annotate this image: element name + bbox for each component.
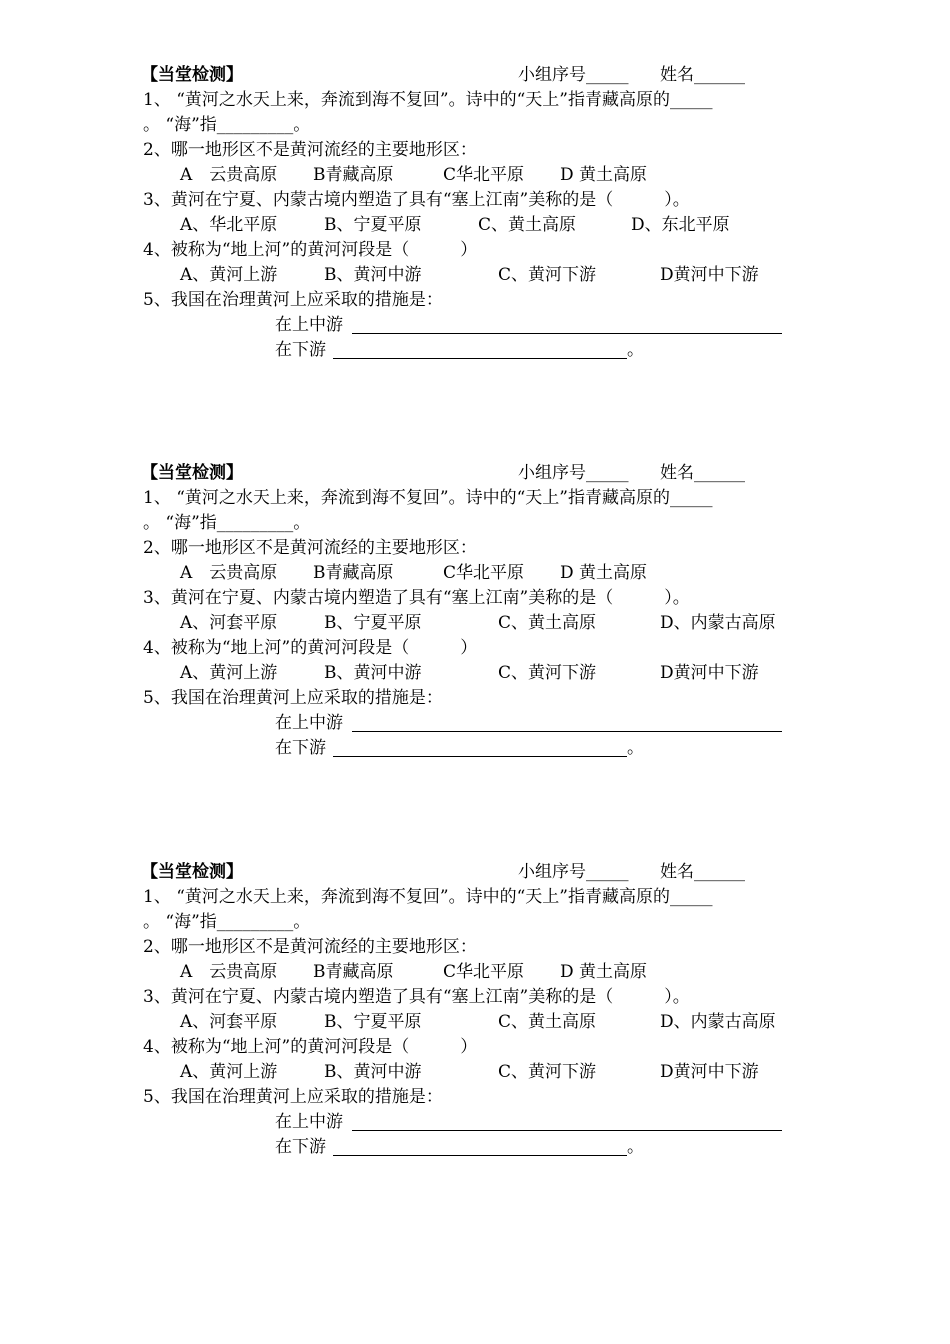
question-5: 5、我国在治理黄河上应采取的措施是：: [143, 1087, 443, 1107]
question-5: 5、我国在治理黄河上应采取的措施是：: [143, 688, 443, 708]
question-4: 4、被称为“地上河”的黄河河段是（ ）: [143, 1037, 478, 1057]
question-4-option-c: C、黄河下游: [498, 265, 597, 285]
question-4-option-b: B、黄河中游: [324, 265, 422, 285]
question-3-option-c: C、黄土高原: [478, 215, 577, 235]
question-3-option-d: D、内蒙古高原: [660, 1012, 776, 1032]
question-3-option-a: A、河套平原: [180, 613, 278, 633]
quiz-title: 【当堂检测】: [141, 463, 243, 483]
question-5-lower-label: 在下游: [275, 1137, 326, 1157]
name-field[interactable]: 姓名______: [660, 463, 745, 483]
question-3: 3、黄河在宁夏、内蒙古境内塑造了具有“塞上江南”美称的是（ ）。: [143, 588, 690, 608]
question-3-option-d: D、内蒙古高原: [660, 613, 776, 633]
question-2-option-c: C华北平原: [443, 962, 525, 982]
group-number-field[interactable]: 小组序号_____: [518, 463, 629, 483]
question-3-option-b: B、宁夏平原: [324, 613, 422, 633]
question-2-option-d: D 黄土高原: [560, 962, 648, 982]
question-2-option-a: A 云贵高原: [180, 962, 278, 982]
question-4-option-d: D黄河中下游: [660, 265, 759, 285]
question-4-option-c: C、黄河下游: [498, 1062, 597, 1082]
quiz-block-2: [0, 458, 950, 758]
question-3-option-c: C、黄土高原: [498, 1012, 597, 1032]
question-3: 3、黄河在宁夏、内蒙古境内塑造了具有“塞上江南”美称的是（ ）。: [143, 987, 690, 1007]
question-5-end-mark: 。: [627, 1137, 644, 1157]
question-5-upper-label: 在上中游: [275, 1112, 343, 1132]
question-3-option-b: B、宁夏平原: [324, 1012, 422, 1032]
question-5-lower-answer-line[interactable]: [333, 1137, 627, 1156]
question-2-option-a: A 云贵高原: [180, 563, 278, 583]
question-4-option-c: C、黄河下游: [498, 663, 597, 683]
question-2: 2、哪一地形区不是黄河流经的主要地形区：: [143, 140, 477, 160]
question-4-option-d: D黄河中下游: [660, 1062, 759, 1082]
question-4-option-d: D黄河中下游: [660, 663, 759, 683]
question-5-end-mark: 。: [627, 340, 644, 360]
question-4-option-a: A、黄河上游: [180, 663, 278, 683]
question-5-lower-answer-line[interactable]: [333, 738, 627, 757]
quiz-title: 【当堂检测】: [141, 862, 243, 882]
question-2-option-d: D 黄土高原: [560, 165, 648, 185]
question-5-lower-answer-line[interactable]: [333, 340, 627, 359]
question-1-line-2: 。 “海”指_________。: [143, 115, 311, 135]
question-4-option-a: A、黄河上游: [180, 1062, 278, 1082]
quiz-title: 【当堂检测】: [141, 65, 243, 85]
question-3: 3、黄河在宁夏、内蒙古境内塑造了具有“塞上江南”美称的是（ ）。: [143, 190, 690, 210]
quiz-block-1: [0, 60, 950, 360]
question-5-lower-label: 在下游: [275, 738, 326, 758]
question-1-line-1: 1、 “黄河之水天上来，奔流到海不复回”。诗中的“天上”指青藏高原的_____: [143, 90, 713, 110]
question-5: 5、我国在治理黄河上应采取的措施是：: [143, 290, 443, 310]
question-5-upper-answer-line[interactable]: [352, 713, 782, 732]
question-5-upper-answer-line[interactable]: [352, 1112, 782, 1131]
question-2-option-b: B青藏高原: [313, 165, 394, 185]
question-2-option-c: C华北平原: [443, 165, 525, 185]
question-2-option-b: B青藏高原: [313, 563, 394, 583]
question-4-option-a: A、黄河上游: [180, 265, 278, 285]
question-4-option-b: B、黄河中游: [324, 663, 422, 683]
name-field[interactable]: 姓名______: [660, 862, 745, 882]
question-3-option-c: C、黄土高原: [498, 613, 597, 633]
question-3-option-d: D、东北平原: [631, 215, 730, 235]
question-2-option-d: D 黄土高原: [560, 563, 648, 583]
question-2-option-a: A 云贵高原: [180, 165, 278, 185]
question-1-line-2: 。 “海”指_________。: [143, 912, 311, 932]
question-1-line-1: 1、 “黄河之水天上来，奔流到海不复回”。诗中的“天上”指青藏高原的_____: [143, 488, 713, 508]
question-4-option-b: B、黄河中游: [324, 1062, 422, 1082]
question-5-lower-label: 在下游: [275, 340, 326, 360]
question-2-option-c: C华北平原: [443, 563, 525, 583]
question-2-option-b: B青藏高原: [313, 962, 394, 982]
question-4: 4、被称为“地上河”的黄河河段是（ ）: [143, 240, 478, 260]
question-5-upper-label: 在上中游: [275, 713, 343, 733]
question-4: 4、被称为“地上河”的黄河河段是（ ）: [143, 638, 478, 658]
question-3-option-a: A、河套平原: [180, 1012, 278, 1032]
group-number-field[interactable]: 小组序号_____: [518, 862, 629, 882]
question-1-line-1: 1、 “黄河之水天上来，奔流到海不复回”。诗中的“天上”指青藏高原的_____: [143, 887, 713, 907]
quiz-block-3: [0, 857, 950, 1157]
question-2: 2、哪一地形区不是黄河流经的主要地形区：: [143, 937, 477, 957]
name-field[interactable]: 姓名______: [660, 65, 745, 85]
question-2: 2、哪一地形区不是黄河流经的主要地形区：: [143, 538, 477, 558]
question-5-upper-label: 在上中游: [275, 315, 343, 335]
question-3-option-b: B、宁夏平原: [324, 215, 422, 235]
question-3-option-a: A、华北平原: [180, 215, 278, 235]
question-5-upper-answer-line[interactable]: [352, 315, 782, 334]
question-1-line-2: 。 “海”指_________。: [143, 513, 311, 533]
question-5-end-mark: 。: [627, 738, 644, 758]
group-number-field[interactable]: 小组序号_____: [518, 65, 629, 85]
